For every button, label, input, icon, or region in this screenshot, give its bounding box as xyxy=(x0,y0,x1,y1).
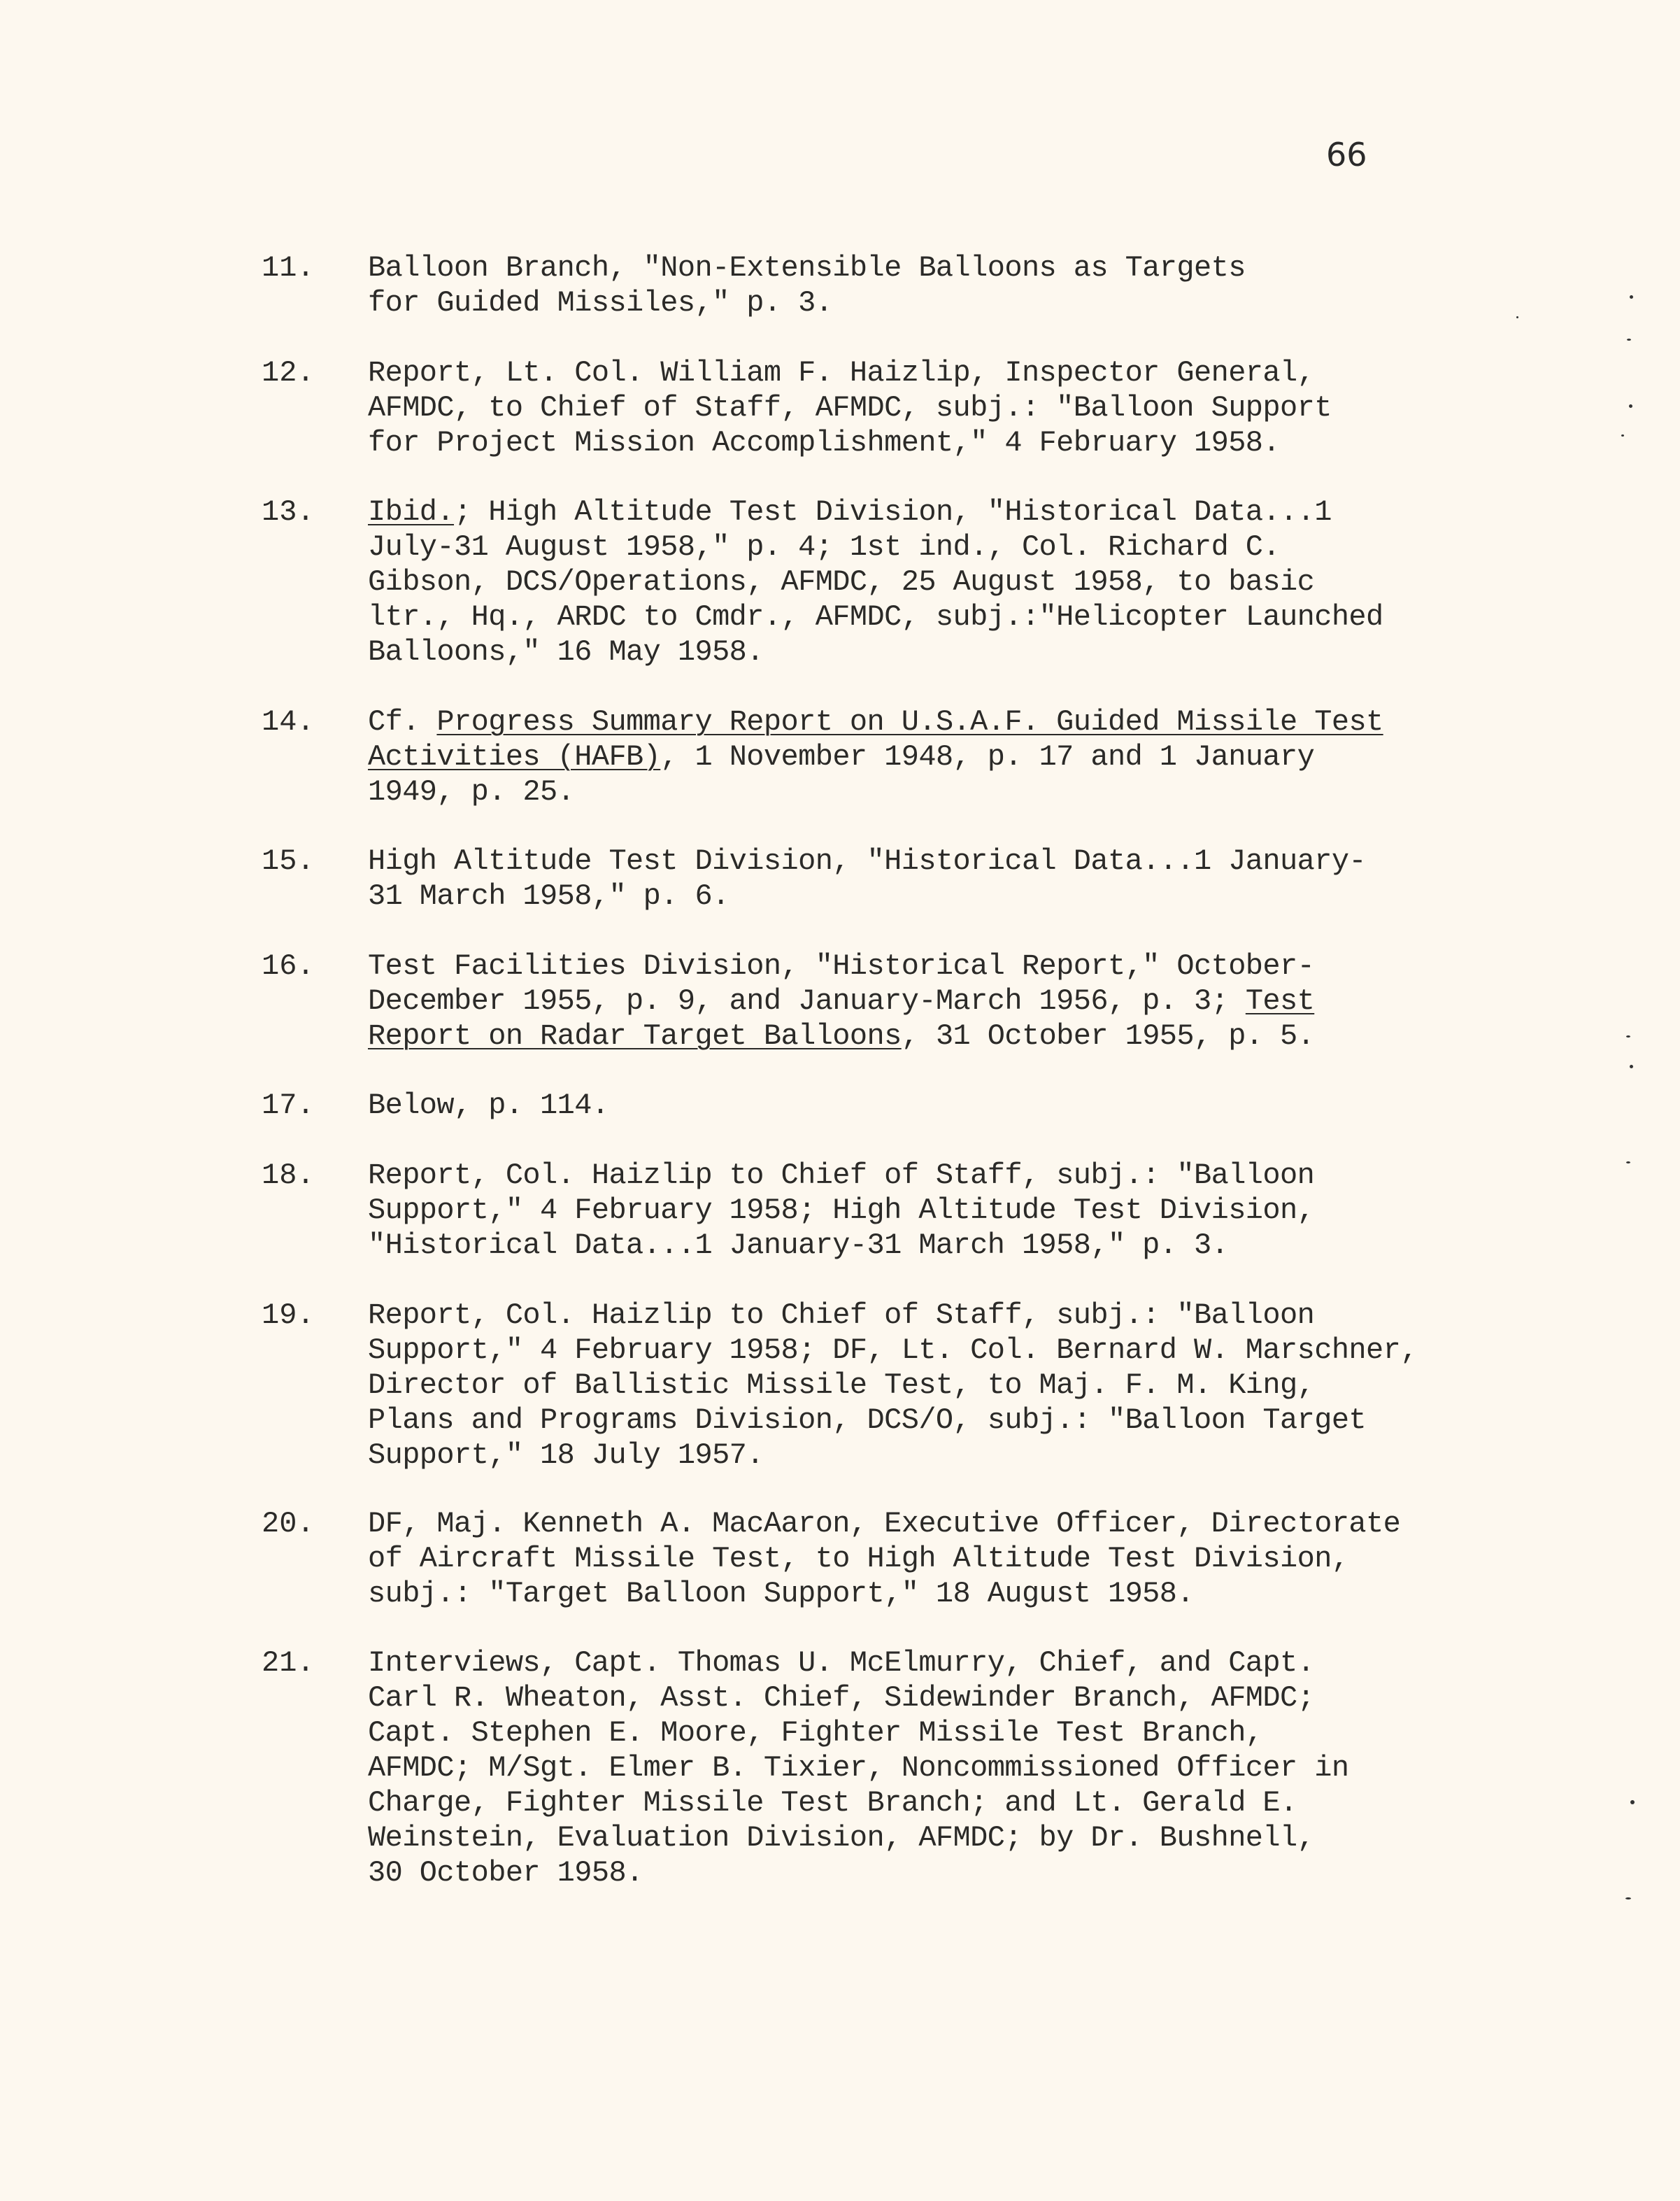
footnote-text xyxy=(368,1298,1459,1473)
footnote-line: Gibson, DCS/Operations, AFMDC, 25 August 1958, to basic xyxy=(368,565,1315,599)
footnote-text xyxy=(368,355,1459,460)
footnote-line: Support," 4 February 1958; High Altitude Test Division, xyxy=(368,1194,1315,1227)
footnote-text xyxy=(368,1506,1459,1611)
scan-speck xyxy=(1629,404,1632,408)
footnote-number: 12. xyxy=(262,356,315,390)
footnote-number: 19. xyxy=(262,1298,315,1332)
footnote-line: Report, Lt. Col. William F. Haizlip, Inspector General, xyxy=(368,356,1315,390)
footnote-line: Support," 4 February 1958; DF, Lt. Col. Bernard W. Marschner, xyxy=(368,1333,1418,1367)
footnote-text xyxy=(368,949,1459,1054)
footnote-line: Below, p. 114. xyxy=(368,1089,609,1122)
footnote-line: Capt. Stephen E. Moore, Fighter Missile Test Branch, xyxy=(368,1716,1263,1750)
footnote-line: Cf. Progress Summary Report on U.S.A.F. Guided Missile Test xyxy=(368,705,1383,739)
page-number: 66 xyxy=(1326,136,1367,174)
footnote-text xyxy=(368,1158,1459,1263)
footnote-line: Balloon Branch, "Non-Extensible Balloons as Targets xyxy=(368,251,1246,285)
footnote-line: DF, Maj. Kenneth A. MacAaron, Executive Officer, Directorate xyxy=(368,1507,1401,1541)
footnote-number: 15. xyxy=(262,844,315,878)
footnote-line: December 1955, p. 9, and January-March 1956, p. 3; Test xyxy=(368,984,1315,1018)
underlined-citation: Ibid. xyxy=(368,495,455,529)
footnote-text xyxy=(368,1088,1459,1123)
footnote-line: Director of Ballistic Missile Test, to Maj. F. M. King, xyxy=(368,1368,1315,1402)
footnote-number: 17. xyxy=(262,1089,315,1122)
footnote-number: 11. xyxy=(262,251,315,285)
footnote-line: Plans and Programs Division, DCS/O, subj.: "Balloon Target xyxy=(368,1403,1367,1437)
footnote-text xyxy=(368,705,1459,809)
footnote-number: 14. xyxy=(262,705,315,739)
footnote-line: AFMDC, to Chief of Staff, AFMDC, subj.: "Balloon Support xyxy=(368,391,1332,425)
scan-speck xyxy=(1630,295,1633,299)
footnote-line: Interviews, Capt. Thomas U. McElmurry, Chief, and Capt. xyxy=(368,1646,1315,1680)
scan-speck xyxy=(1630,1800,1635,1804)
footnote-line: Charge, Fighter Missile Test Branch; and Lt. Gerald E. xyxy=(368,1786,1297,1820)
scan-speck xyxy=(1625,1897,1631,1899)
footnote-line: High Altitude Test Division, "Historical Data...1 January- xyxy=(368,844,1367,878)
underlined-title: Report on Radar Target Balloons xyxy=(368,1019,902,1053)
footnote-line: Balloons," 16 May 1958. xyxy=(368,635,764,669)
footnote-line: 30 October 1958. xyxy=(368,1856,643,1890)
footnote-line: 1949, p. 25. xyxy=(368,775,575,809)
footnote-text xyxy=(368,495,1459,670)
footnote-line: Carl R. Wheaton, Asst. Chief, Sidewinder Branch, AFMDC; xyxy=(368,1681,1315,1715)
footnote-number: 21. xyxy=(262,1646,315,1680)
footnote-line: for Guided Missiles," p. 3. xyxy=(368,286,833,320)
footnote-line: Activities (HAFB), 1 November 1948, p. 17 and 1 January xyxy=(368,740,1315,774)
footnote-text xyxy=(368,844,1459,914)
footnote-line: Report on Radar Target Balloons, 31 October 1955, p. 5. xyxy=(368,1019,1315,1053)
footnote-line: July-31 August 1958," p. 4; 1st ind., Col. Richard C. xyxy=(368,530,1281,564)
footnote-number: 16. xyxy=(262,949,315,983)
footnote-line: subj.: "Target Balloon Support," 18 August 1958. xyxy=(368,1577,1194,1611)
footnote-line: for Project Mission Accomplishment," 4 February 1958. xyxy=(368,426,1281,460)
scan-speck xyxy=(1630,1065,1633,1068)
scan-speck xyxy=(1627,339,1631,341)
footnote-line: Ibid.; High Altitude Test Division, "Historical Data...1 xyxy=(368,495,1332,529)
scan-speck xyxy=(1621,434,1624,437)
footnote-line: Weinstein, Evaluation Division, AFMDC; by Dr. Bushnell, xyxy=(368,1821,1315,1855)
footnote-number: 20. xyxy=(262,1507,315,1541)
footnote-line: ltr., Hq., ARDC to Cmdr., AFMDC, subj.:"Helicopter Launched xyxy=(368,600,1383,634)
footnote-text xyxy=(368,1646,1459,1890)
footnote-line: of Aircraft Missile Test, to High Altitude Test Division, xyxy=(368,1542,1349,1576)
underlined-title: Test xyxy=(1245,984,1315,1018)
footnote-line: 31 March 1958," p. 6. xyxy=(368,879,729,913)
footnote-line: Support," 18 July 1957. xyxy=(368,1438,764,1472)
footnote-line: Test Facilities Division, "Historical Report," October- xyxy=(368,949,1315,983)
footnote-number: 18. xyxy=(262,1159,315,1192)
footnote-number: 13. xyxy=(262,495,315,529)
scan-speck xyxy=(1626,1161,1630,1163)
footnote-line: "Historical Data...1 January-31 March 1958," p. 3. xyxy=(368,1229,1229,1262)
footnote-text xyxy=(368,250,1459,320)
scan-speck xyxy=(1516,316,1518,318)
underlined-title: Activities (HAFB) xyxy=(368,740,661,774)
footnote-line: Report, Col. Haizlip to Chief of Staff, subj.: "Balloon xyxy=(368,1298,1315,1332)
underlined-title: Progress Summary Report on U.S.A.F. Guided Missile Test xyxy=(436,705,1383,739)
scan-speck xyxy=(1626,1035,1630,1038)
footnote-line: AFMDC; M/Sgt. Elmer B. Tixier, Noncommissioned Officer in xyxy=(368,1751,1349,1785)
footnote-line: Report, Col. Haizlip to Chief of Staff, subj.: "Balloon xyxy=(368,1159,1315,1192)
